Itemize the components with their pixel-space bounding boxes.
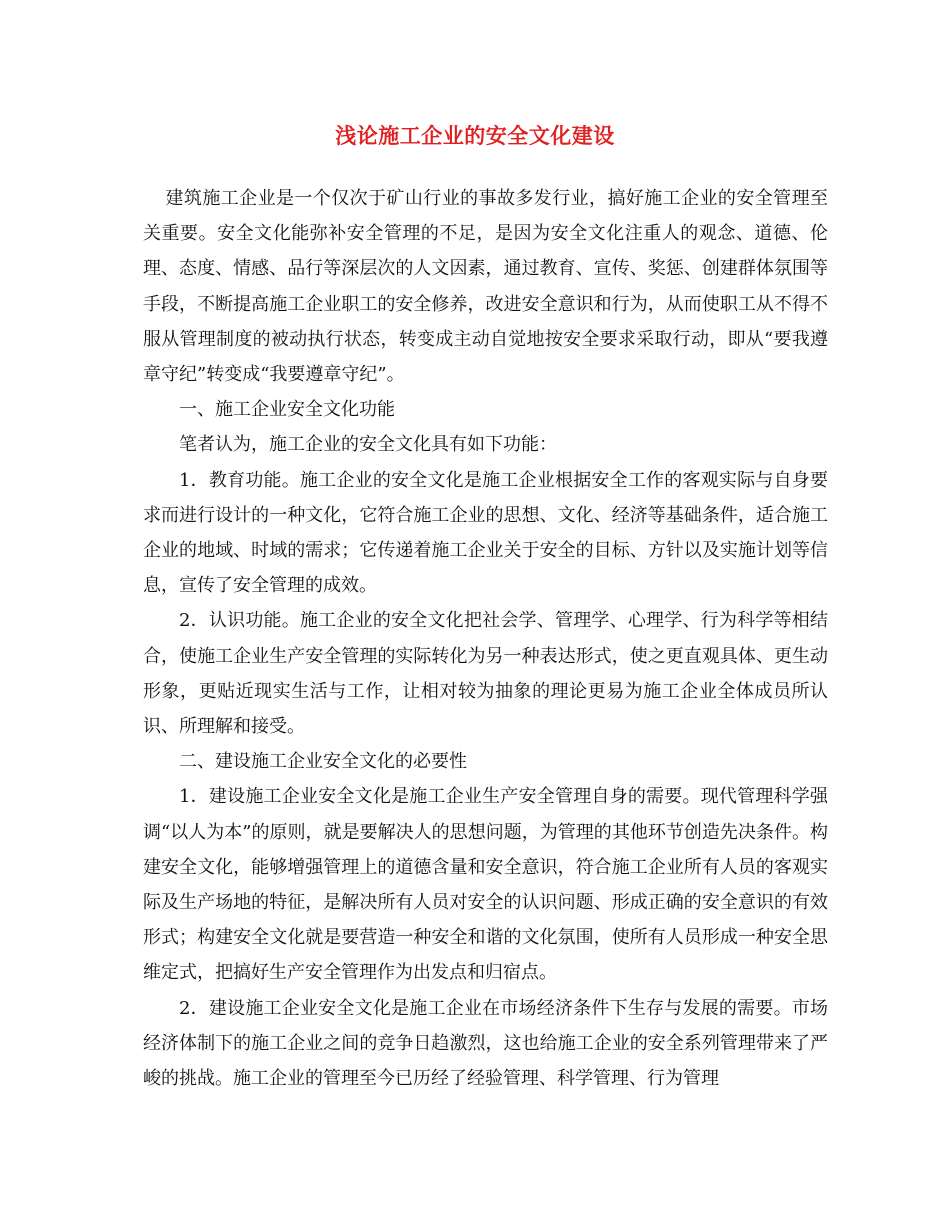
section-heading-2: 二、建设施工企业安全文化的必要性 — [179, 751, 467, 773]
paragraph: 2．认识功能。施工企业的安全文化把社会学、管理学、心理学、行为科学等相结合，使施工企业生产安全管理的实际转化为另一种表达形式，使之更直观具体、更生动形象，更贴近现实生活与工作，让相对较为抽象的理论更易为施工企业全体成员所认识、所理解和接受。 — [143, 610, 828, 738]
paragraph: 1．建设施工企业安全文化是施工企业生产安全管理自身的需要。现代管理科学强调“以人为本”的原则，就是要解决人的思想问题，为管理的其他环节创造先决条件。构建安全文化，能够增强管理上的道德含量和安全意识，符合施工企业所有人员的客观实际及生产场地的特征，是解决所有人员对安全的认识问题、形成正确的安全意识的有效形式；构建安全文化就是要营造一种安全和谐的文化氛围，使所有人员形成一种安全思维定式，把搞好生产安全管理作为出发点和归宿点。 — [143, 786, 828, 984]
document-title: 浅论施工企业的安全文化建设 — [335, 123, 615, 148]
document-body — [143, 181, 828, 1096]
paragraph: 2．建设施工企业安全文化是施工企业在市场经济条件下生存与发展的需要。市场经济体制下的施工企业之间的竞争日趋激烈，这也给施工企业的安全系列管理带来了严峻的挑战。施工企业的管理至今已历经了经验管理、科学管理、行为管理 — [143, 997, 828, 1090]
paragraph: 笔者认为，施工企业的安全文化具有如下功能： — [179, 434, 557, 456]
section-heading-1: 一、施工企业安全文化功能 — [179, 399, 395, 421]
intro-paragraph: 建筑施工企业是一个仅次于矿山行业的事故多发行业，搞好施工企业的安全管理至关重要。安全文化能弥补安全管理的不足，是因为安全文化注重人的观念、道德、伦理、态度、情感、品行等深层次的人文因素，通过教育、宣传、奖惩、创建群体氛围等手段，不断提高施工企业职工的安全修养，改进安全意识和行为，从而使职工从不得不服从管理制度的被动执行状态，转变成主动自觉地按安全要求采取行动，即从“要我遵章守纪”转变成“我要遵章守纪”。 — [143, 188, 828, 386]
paragraph: 1．教育功能。施工企业的安全文化是施工企业根据安全工作的客观实际与自身要求而进行设计的一种文化，它符合施工企业的思想、文化、经济等基础条件，适合施工企业的地域、时域的需求；它传递着施工企业关于安全的目标、方针以及实施计划等信息，宣传了安全管理的成效。 — [143, 469, 828, 597]
